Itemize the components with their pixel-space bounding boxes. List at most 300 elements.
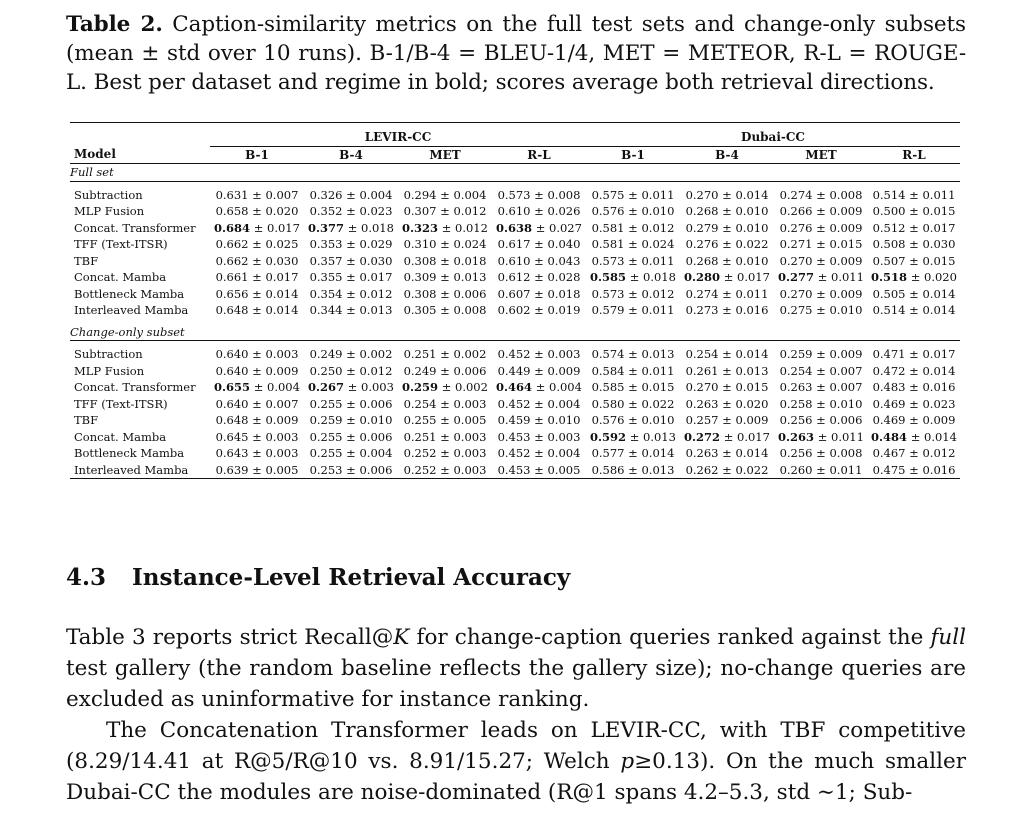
table-cell: 0.576 ± 0.010 [591,204,675,218]
table-cell: 0.266 ± 0.009 [779,204,863,218]
cell-std: 0.006 [453,286,487,301]
cell-std: 0.011 [922,187,956,202]
cell-std: 0.020 [924,270,957,284]
table-row [70,253,960,270]
table-cell: 0.274 ± 0.008 [779,187,863,202]
cell-mean: 0.263 [778,429,815,444]
cell-std: 0.026 [547,204,581,218]
cell-std: 0.014 [922,286,956,301]
table-cell: 0.475 ± 0.016 [872,462,956,477]
table-cell: 0.273 ± 0.016 [685,303,769,317]
cell-std: 0.009 [829,286,863,301]
cell-mean: 0.272 [684,429,721,444]
cell-std: 0.002 [359,347,393,361]
cell-std: 0.011 [829,462,863,477]
cell-mean: 0.638 [496,220,533,235]
model-name: MLP Fusion [74,204,145,218]
cell-mean: 0.268 [685,204,719,218]
cell-mean: 0.263 [685,446,719,460]
table-cell: 0.308 ± 0.018 [403,253,487,268]
cell-mean: 0.276 [779,220,813,235]
cell-mean: 0.267 [308,380,345,394]
cell-std: 0.014 [265,303,299,317]
model-name: Concat. Mamba [74,270,167,284]
cell-mean: 0.259 [309,413,343,427]
cell-std: 0.010 [641,204,675,218]
section-label: Change-only subset [70,324,960,341]
cell-std: 0.027 [549,220,582,235]
table-cell: 0.249 ± 0.002 [309,347,393,361]
cell-std: 0.003 [453,446,487,460]
cell-mean: 0.617 [497,237,531,251]
model-name: TFF (Text-ITSR) [74,237,168,251]
cell-mean: 0.280 [684,270,721,284]
cell-std: 0.010 [735,220,769,235]
cell-std: 0.015 [922,204,956,218]
table-cell: 0.602 ± 0.019 [497,303,581,317]
table-cell: 0.262 ± 0.022 [685,462,769,477]
cell-std: 0.010 [829,303,863,317]
cell-std: 0.003 [361,380,394,394]
table-row [70,412,960,429]
table-cell: 0.573 ± 0.011 [591,253,675,268]
cell-mean: 0.469 [872,413,906,427]
cell-std: 0.002 [453,347,487,361]
cell-std: 0.011 [641,187,675,202]
table-row [70,286,960,303]
cell-std: 0.004 [267,380,300,394]
table-cell: 0.631 ± 0.007 [215,187,299,202]
table-cell: 0.573 ± 0.012 [591,286,675,301]
cell-std: 0.014 [922,303,956,317]
cell-std: 0.013 [641,347,675,361]
cell-mean: 0.648 [215,413,249,427]
cell-mean: 0.271 [779,237,813,251]
table-cell: 0.355 ± 0.017 [309,270,393,284]
table-cell: 0.276 ± 0.009 [779,220,863,235]
cell-std: 0.012 [359,363,393,378]
cell-mean: 0.255 [309,429,343,444]
cell-std: 0.006 [359,396,393,411]
table-cell: 0.471 ± 0.017 [872,347,956,361]
table-cell: 0.263 ± 0.020 [685,396,769,411]
cell-std: 0.018 [643,270,676,284]
table-cell: 0.357 ± 0.030 [309,253,393,268]
table-cell: 0.354 ± 0.012 [309,286,393,301]
cell-mean: 0.584 [591,363,625,378]
cell-mean: 0.277 [778,270,815,284]
cell-std: 0.006 [359,429,393,444]
table-cell: 0.255 ± 0.004 [309,446,393,460]
cell-std: 0.003 [265,446,299,460]
table-cell: 0.500 ± 0.015 [872,204,956,218]
cell-std: 0.006 [829,413,863,427]
cell-std: 0.007 [265,396,299,411]
cell-mean: 0.500 [872,204,906,218]
cell-std: 0.006 [359,462,393,477]
cell-mean: 0.279 [685,220,719,235]
table-cell: 0.658 ± 0.020 [215,204,299,218]
metric-header: B-4 [715,147,739,162]
cell-mean: 0.518 [871,270,908,284]
cell-mean: 0.464 [496,380,533,394]
cell-std: 0.028 [547,270,581,284]
dataset-header-levir: LEVIR-CC [210,129,586,146]
table-cell: 0.579 ± 0.011 [591,303,675,317]
cell-std: 0.022 [735,462,769,477]
cell-mean: 0.514 [872,303,906,317]
cell-mean: 0.449 [497,363,531,378]
cell-std: 0.016 [922,462,956,477]
cell-mean: 0.249 [403,363,437,378]
table-cell: 0.254 ± 0.007 [779,363,863,378]
cell-std: 0.005 [547,462,581,477]
table-cell: 0.640 ± 0.007 [215,396,299,411]
cell-mean: 0.585 [591,380,625,394]
cell-std: 0.006 [453,363,487,378]
cell-mean: 0.308 [403,253,437,268]
cell-mean: 0.585 [590,270,627,284]
cell-mean: 0.308 [403,286,437,301]
table-cell: 0.576 ± 0.010 [591,413,675,427]
table-cell: 0.261 ± 0.013 [685,363,769,378]
table-cell: 0.449 ± 0.009 [497,363,581,378]
table-cell: 0.271 ± 0.015 [779,237,863,251]
cell-mean: 0.580 [591,396,625,411]
paragraph-1: Table 3 reports strict Recall@K for change-caption queries ranked against the full test gallery (the random baseline reflects the gallery size); no-change queries are excluded as uninformative for instance ranking. [66,625,966,712]
cell-std: 0.013 [359,303,393,317]
cell-mean: 0.377 [308,220,345,235]
cell-mean: 0.662 [215,253,249,268]
cell-std: 0.012 [455,220,488,235]
cell-mean: 0.354 [309,286,343,301]
cell-std: 0.017 [737,429,770,444]
cell-mean: 0.610 [497,204,531,218]
table-cell: 0.661 ± 0.017 [215,270,299,284]
model-name: TBF [74,253,99,268]
cell-std: 0.014 [735,347,769,361]
cell-mean: 0.469 [872,396,906,411]
cell-mean: 0.573 [591,286,625,301]
table-row [70,379,960,396]
cell-std: 0.002 [455,380,488,394]
cell-std: 0.004 [547,446,581,460]
table-cell: 0.256 ± 0.008 [779,446,863,460]
cell-std: 0.004 [359,187,393,202]
cell-mean: 0.661 [215,270,249,284]
cell-mean: 0.484 [871,429,908,444]
dataset-header-dubai: Dubai-CC [586,129,960,146]
model-column-header: Model [74,147,116,162]
cell-std: 0.012 [922,446,956,460]
table-cell: 0.612 ± 0.028 [497,270,581,284]
table-cell: 0.452 ± 0.003 [497,347,581,361]
cell-mean: 0.475 [872,462,906,477]
cell-std: 0.011 [831,429,864,444]
cell-mean: 0.640 [215,396,249,411]
cell-mean: 0.270 [685,187,719,202]
table-cell: 0.257 ± 0.009 [685,413,769,427]
cell-mean: 0.249 [309,347,343,361]
cell-std: 0.009 [829,204,863,218]
cell-std: 0.012 [641,220,675,235]
cell-std: 0.030 [359,253,393,268]
table-cell: 0.255 ± 0.006 [309,429,393,444]
table-cell: 0.252 ± 0.003 [403,462,487,477]
cell-mean: 0.355 [309,270,343,284]
results-table [70,122,960,479]
cell-mean: 0.258 [779,396,813,411]
cell-mean: 0.453 [497,429,531,444]
table-cell: 0.254 ± 0.014 [685,347,769,361]
table-cell: 0.514 ± 0.011 [872,187,956,202]
section-heading [66,564,570,591]
cell-std: 0.016 [922,380,956,394]
cell-mean: 0.323 [402,220,439,235]
cell-mean: 0.309 [403,270,437,284]
table-cell: 0.483 ± 0.016 [872,380,956,394]
cell-std: 0.014 [641,446,675,460]
cell-std: 0.003 [265,429,299,444]
cell-mean: 0.573 [497,187,531,202]
model-name: Subtraction [74,347,143,361]
cell-mean: 0.270 [779,286,813,301]
cell-std: 0.014 [924,429,957,444]
cell-std: 0.004 [547,396,581,411]
table-cell: 0.581 ± 0.012 [591,220,675,235]
table-cell: 0.252 ± 0.003 [403,446,487,460]
table-cell: 0.344 ± 0.013 [309,303,393,317]
cell-mean: 0.263 [779,380,813,394]
table-cell: 0.280 ± 0.017 [684,270,770,284]
table-row [70,203,960,220]
table-cell: 0.508 ± 0.030 [872,237,956,251]
cell-std: 0.013 [643,429,676,444]
cell-std: 0.010 [359,413,393,427]
table-cell: 0.279 ± 0.010 [685,220,769,235]
table-cell: 0.581 ± 0.024 [591,237,675,251]
cell-mean: 0.574 [591,347,625,361]
cell-mean: 0.266 [779,204,813,218]
table-cell: 0.270 ± 0.009 [779,286,863,301]
cell-std: 0.017 [265,270,299,284]
cell-std: 0.015 [735,380,769,394]
cell-std: 0.008 [829,187,863,202]
cell-std: 0.040 [547,237,581,251]
table-cell: 0.309 ± 0.013 [403,270,487,284]
table-cell: 0.255 ± 0.006 [309,396,393,411]
cell-mean: 0.263 [685,396,719,411]
section-number: 4.3 [66,564,107,591]
cell-std: 0.009 [265,363,299,378]
table-cell: 0.648 ± 0.014 [215,303,299,317]
table-cell: 0.307 ± 0.012 [403,204,487,218]
cell-std: 0.008 [547,187,581,202]
cell-std: 0.012 [359,286,393,301]
cell-std: 0.009 [829,347,863,361]
table-cell: 0.467 ± 0.012 [872,446,956,460]
table-cell: 0.294 ± 0.004 [403,187,487,202]
table-cell: 0.512 ± 0.017 [872,220,956,235]
cell-mean: 0.655 [214,380,251,394]
model-name: TBF [74,413,99,427]
table-row [70,462,960,479]
cell-mean: 0.275 [779,303,813,317]
table-cell: 0.459 ± 0.010 [497,413,581,427]
metric-header: R-L [527,147,551,162]
table-cell: 0.377 ± 0.018 [308,220,394,235]
cell-std: 0.008 [453,303,487,317]
table-cell: 0.643 ± 0.003 [215,446,299,460]
table-cell: 0.518 ± 0.020 [871,270,957,284]
cell-mean: 0.261 [685,363,719,378]
table-row [70,302,960,319]
cell-std: 0.024 [641,237,675,251]
cell-mean: 0.592 [590,429,627,444]
table-caption-text: Caption-similarity metrics on the full test sets and change-only subsets (mean ± std over 10 runs). B-1/B-4 = BLEU-1/4, MET = METEOR, R-L = ROUGE-L. Best per dataset and regime in bold; scores average both retrieval directions. [66,12,966,95]
cell-mean: 0.453 [497,462,531,477]
table-row [70,269,960,286]
cell-mean: 0.472 [872,363,906,378]
table-cell: 0.254 ± 0.003 [403,396,487,411]
table-cell: 0.267 ± 0.003 [308,380,394,394]
cell-std: 0.020 [735,396,769,411]
cell-std: 0.007 [265,187,299,202]
table-cell: 0.259 ± 0.009 [779,347,863,361]
table-cell: 0.249 ± 0.006 [403,363,487,378]
table-cell: 0.251 ± 0.003 [403,429,487,444]
cell-mean: 0.353 [309,237,343,251]
cell-mean: 0.259 [402,380,439,394]
cell-mean: 0.274 [685,286,719,301]
table-cell: 0.352 ± 0.023 [309,204,393,218]
table-cell: 0.260 ± 0.011 [779,462,863,477]
table-cell: 0.250 ± 0.012 [309,363,393,378]
cell-std: 0.003 [453,462,487,477]
cell-mean: 0.307 [403,204,437,218]
cell-std: 0.007 [829,363,863,378]
cell-std: 0.009 [265,413,299,427]
cell-mean: 0.483 [872,380,906,394]
table-cell: 0.453 ± 0.005 [497,462,581,477]
cell-std: 0.022 [641,396,675,411]
cell-std: 0.017 [922,220,956,235]
cell-mean: 0.352 [309,204,343,218]
cell-std: 0.020 [265,204,299,218]
cell-mean: 0.251 [403,347,437,361]
cell-std: 0.018 [547,286,581,301]
cell-std: 0.003 [547,429,581,444]
cell-mean: 0.256 [779,446,813,460]
cell-std: 0.011 [831,270,864,284]
cell-mean: 0.467 [872,446,906,460]
table-cell: 0.507 ± 0.015 [872,253,956,268]
cell-std: 0.003 [453,429,487,444]
table-cell: 0.684 ± 0.017 [214,220,300,235]
cell-std: 0.022 [735,237,769,251]
table-cell: 0.469 ± 0.023 [872,396,956,411]
cell-std: 0.024 [453,237,487,251]
cell-mean: 0.684 [214,220,251,235]
cell-std: 0.010 [735,253,769,268]
cell-mean: 0.268 [685,253,719,268]
cell-std: 0.004 [359,446,393,460]
cell-std: 0.030 [265,253,299,268]
table-cell: 0.638 ± 0.027 [496,220,582,235]
table-cell: 0.592 ± 0.013 [590,429,676,444]
cell-mean: 0.254 [685,347,719,361]
table-cell: 0.505 ± 0.014 [872,286,956,301]
cell-std: 0.017 [922,347,956,361]
cell-mean: 0.274 [779,187,813,202]
table-cell: 0.610 ± 0.026 [497,204,581,218]
table-cell: 0.259 ± 0.002 [402,380,488,394]
cell-mean: 0.607 [497,286,531,301]
table-cell: 0.268 ± 0.010 [685,204,769,218]
table-cell: 0.645 ± 0.003 [215,429,299,444]
cell-mean: 0.270 [779,253,813,268]
cell-mean: 0.270 [685,380,719,394]
table-cell: 0.607 ± 0.018 [497,286,581,301]
table-cell: 0.469 ± 0.009 [872,413,956,427]
cell-mean: 0.344 [309,303,343,317]
cell-mean: 0.648 [215,303,249,317]
cell-mean: 0.581 [591,237,625,251]
cell-std: 0.014 [265,286,299,301]
model-name: Concat. Transformer [74,380,196,394]
table-cell: 0.575 ± 0.011 [591,187,675,202]
table-cell: 0.270 ± 0.009 [779,253,863,268]
table-cell: 0.662 ± 0.025 [215,237,299,251]
cell-mean: 0.310 [403,237,437,251]
model-name: MLP Fusion [74,363,145,378]
cell-mean: 0.326 [309,187,343,202]
cell-std: 0.012 [453,204,487,218]
table-cell: 0.276 ± 0.022 [685,237,769,251]
model-name: TFF (Text-ITSR) [74,396,168,411]
cell-mean: 0.452 [497,347,531,361]
cell-mean: 0.514 [872,187,906,202]
table-cell: 0.640 ± 0.009 [215,363,299,378]
cell-std: 0.018 [361,220,394,235]
cell-mean: 0.262 [685,462,719,477]
cell-mean: 0.459 [497,413,531,427]
cell-std: 0.003 [547,347,581,361]
cell-mean: 0.576 [591,204,625,218]
table-cell: 0.263 ± 0.014 [685,446,769,460]
cell-mean: 0.643 [215,446,249,460]
cell-std: 0.011 [641,363,675,378]
cell-std: 0.030 [922,237,956,251]
cell-mean: 0.452 [497,396,531,411]
cell-mean: 0.512 [872,220,906,235]
metric-header: B-1 [245,147,269,162]
table-cell: 0.310 ± 0.024 [403,237,487,251]
table-cell: 0.585 ± 0.018 [590,270,676,284]
table-cell: 0.251 ± 0.002 [403,347,487,361]
table-cell: 0.270 ± 0.014 [685,187,769,202]
table-cell: 0.253 ± 0.006 [309,462,393,477]
model-name: Interleaved Mamba [74,303,189,317]
table-cell: 0.617 ± 0.040 [497,237,581,251]
cell-mean: 0.276 [685,237,719,251]
table-cell: 0.263 ± 0.007 [779,380,863,394]
cell-std: 0.011 [735,286,769,301]
cell-mean: 0.253 [309,462,343,477]
metric-header: MET [805,147,837,162]
table-cell: 0.256 ± 0.006 [779,413,863,427]
table-row [70,363,960,380]
